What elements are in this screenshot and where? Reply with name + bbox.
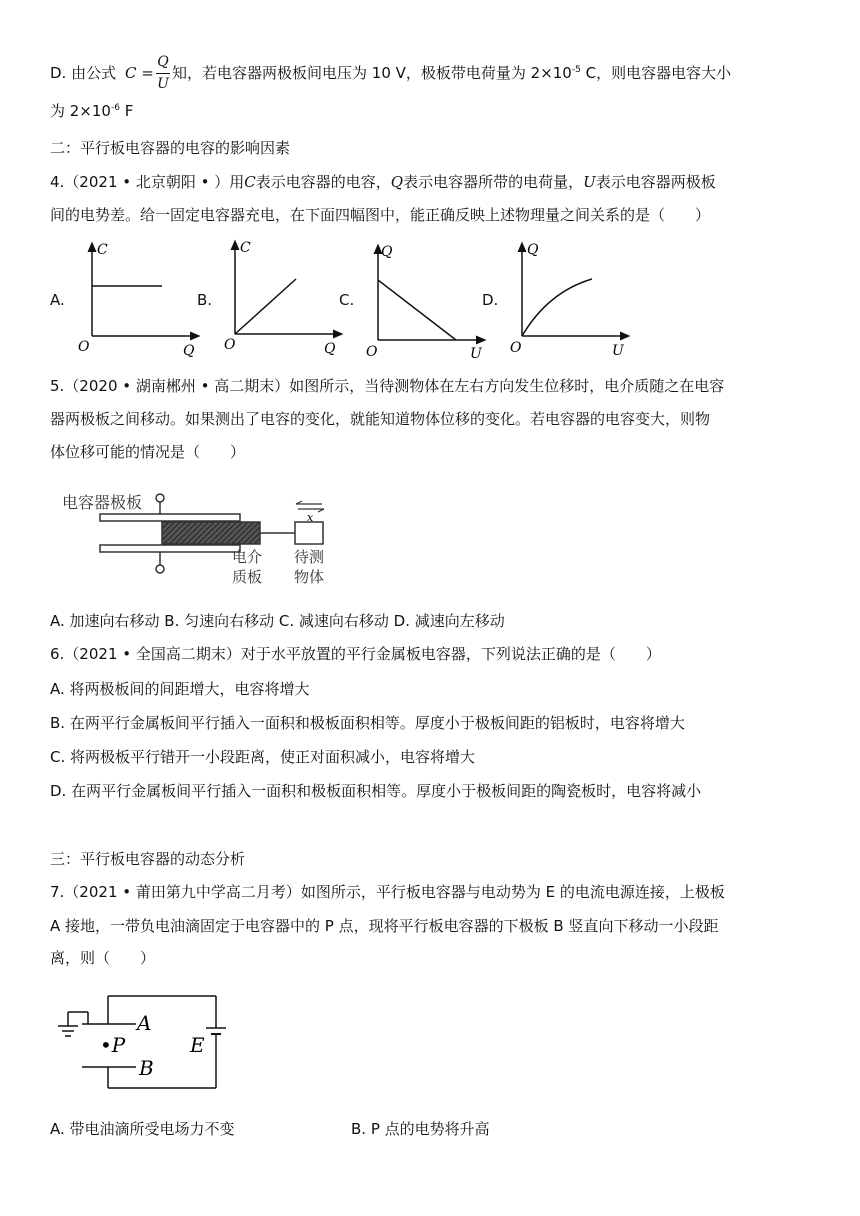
top-plate [100, 514, 240, 521]
q5-options: A. 加速向右移动 B. 匀速向右移动 C. 减速向右移动 D. 减速向左移动 [50, 612, 505, 630]
bottom-plate [100, 545, 240, 552]
label-a: A [137, 1011, 152, 1035]
q3-option-d-line2: 为 $2\times 10^{-6}$ F [50, 102, 134, 120]
q5-stem-line3: 体位移可能的情况是（ ） [50, 443, 246, 461]
dielectric-label-2: 质板 [232, 568, 263, 586]
q7-stem-line3: 离，则（ ） [50, 949, 156, 967]
graph-d-origin: O [510, 340, 522, 356]
graph-b-x-label: Q [324, 341, 336, 357]
graph-a-y-label: C [97, 242, 108, 258]
formula-denominator: U [157, 76, 169, 92]
q5-stem-line2: 器两极板之间移动。如果测出了电容的变化，就能知道物体位移的变化。若电容器的电容变大，则物 [50, 410, 711, 428]
q7-stem-line2: A 接地，一带负电油滴固定于电容器中的 P 点，现将平行板电容器的下极板 B 竖直向下移动一小段距 [50, 917, 719, 935]
graph-c-y-label: Q [381, 244, 393, 260]
measured-object [295, 522, 323, 544]
section-3-title: 三：平行板电容器的动态分析 [50, 850, 246, 868]
plate-label: 电容器极板 [62, 493, 143, 512]
graph-d-x-label: U [612, 343, 624, 359]
q4-option-c-label: C. [339, 291, 355, 309]
q6-option-d: D. 在两平行金属板间平行插入一面积和极板面积相等。厚度小于极板间距的陶瓷板时，电容将减小 [50, 782, 702, 800]
q7-option-a: A. 带电油滴所受电场力不变 [50, 1120, 235, 1138]
graph-b-y-label: C [240, 240, 251, 256]
q6-stem: 6.（2021 • 全国高二期末）对于水平放置的平行金属板电容器，下列说法正确的是（ ） [50, 645, 661, 663]
q4-option-d-label: D. [482, 291, 499, 309]
q6-option-a: A. 将两极板间的间距增大，电容将增大 [50, 680, 310, 698]
q6-option-c: C. 将两极板平行错开一小段距离，使正对面积减小，电容将增大 [50, 748, 476, 766]
label-p: •P [100, 1033, 126, 1057]
label-e: E [190, 1033, 205, 1057]
fraction-bar [156, 73, 170, 74]
graph-a-origin: O [78, 339, 90, 355]
q4-option-a-label: A. [50, 291, 65, 309]
displacement-label: x [307, 511, 314, 524]
q4-graphs [0, 235, 860, 365]
graph-d [510, 242, 626, 359]
q4-stem-line2: 间的电势差。给一固定电容器充电，在下面四幅图中，能正确反映上述物理量之间关系的是（ ） [50, 206, 711, 224]
graph-a [78, 242, 196, 359]
graph-a-x-label: Q [183, 343, 195, 359]
graph-c [366, 244, 483, 362]
label-b: B [139, 1056, 154, 1080]
formula-lhs: C = [125, 64, 154, 82]
q3-option-d: D. 由公式 [50, 64, 117, 82]
object-label-2: 物体 [294, 568, 325, 586]
graph-c-origin: O [366, 344, 378, 360]
q4-option-b-label: B. [197, 291, 213, 309]
q6-option-b: B. 在两平行金属板间平行插入一面积和极板面积相等。厚度小于极板间距的铝板时，电容将增大 [50, 714, 685, 732]
graph-b [224, 240, 339, 357]
q3-option-d-text: 知，若电容器两极板间电压为 10 V，极板带电荷量为 $2\times 10^{-5}$ C，则电容器电容大小 [172, 64, 732, 82]
q5-figure [0, 485, 400, 595]
section-2-title: 二：平行板电容器的电容的影响因素 [50, 139, 291, 157]
dielectric-slab [162, 522, 260, 544]
graph-d-y-label: Q [527, 242, 539, 258]
q7-stem-line1: 7.（2021 • 莆田第九中学高二月考）如图所示，平行板电容器与电动势为 E 的电流电源连接，上极板 [50, 883, 725, 901]
graph-d-curve [522, 279, 592, 336]
object-label-1: 待测 [294, 548, 325, 566]
q5-stem-line1: 5.（2020 • 湖南郴州 • 高二期末）如图所示，当待测物体在左右方向发生位移时，电介质随之在电容 [50, 377, 725, 395]
formula-numerator: Q [157, 54, 169, 70]
q7-option-b: B. P 点的电势将升高 [351, 1120, 490, 1138]
graph-b-line [235, 279, 296, 334]
q4-stem-line1: 4.（2021 • 北京朝阳 • ）用C表示电容器的电容，Q表示电容器所带的电荷量，U表示电容器两极板 [50, 173, 716, 191]
dielectric-label-1: 电介 [232, 548, 263, 566]
graph-b-origin: O [224, 337, 236, 353]
graph-c-x-label: U [470, 346, 482, 362]
q7-figure [0, 985, 300, 1100]
graph-c-line [378, 280, 456, 340]
